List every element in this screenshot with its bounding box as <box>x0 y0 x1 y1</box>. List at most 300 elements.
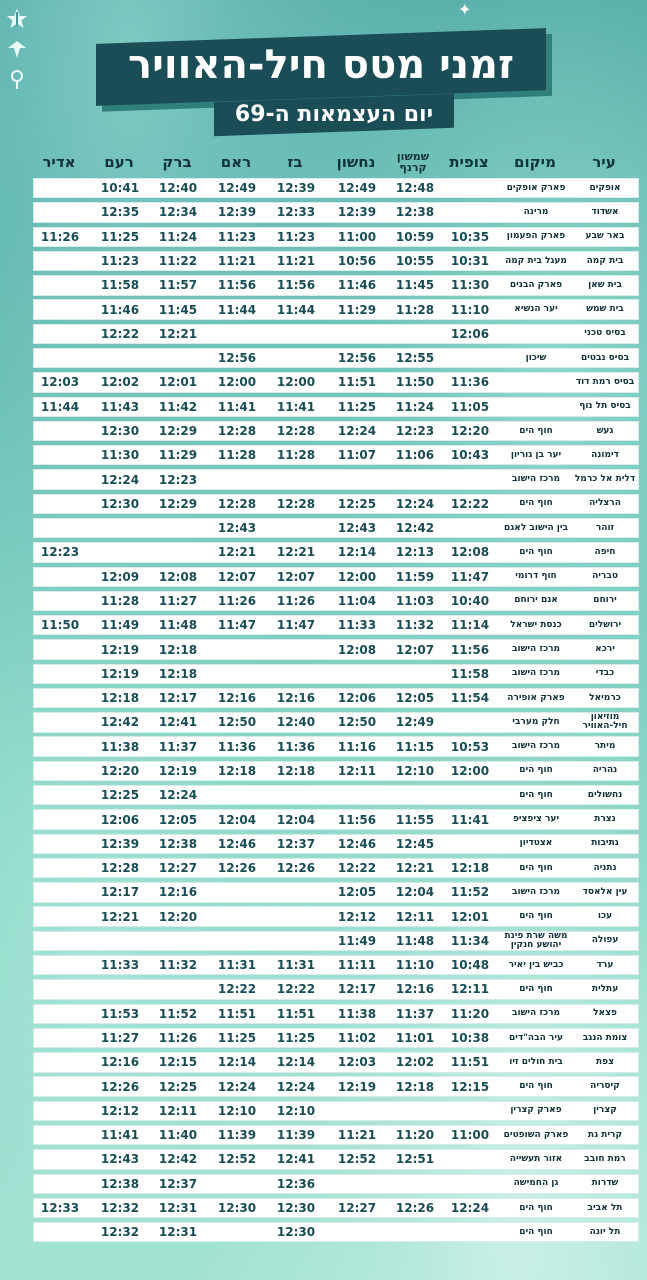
cell-tsufit: 11:51 <box>450 1055 490 1070</box>
cell-tsufit: 10:31 <box>450 254 490 269</box>
cell-baz: 11:56 <box>276 278 316 293</box>
table-row <box>33 445 639 465</box>
cell-nachshon: 12:22 <box>337 861 377 876</box>
cell-shimshon: 11:03 <box>395 593 435 608</box>
cell-city: מוזיאון חיל-האוויר <box>582 712 628 732</box>
cell-tsufit: 11:47 <box>450 569 490 584</box>
cell-baz: 11:51 <box>276 1006 316 1021</box>
header-location: מיקום <box>514 152 556 171</box>
cell-shimshon: 12:07 <box>395 642 435 657</box>
cell-location: חוף הים <box>519 546 553 557</box>
cell-location: פארק קצרין <box>510 1105 562 1116</box>
cell-shimshon: 12:38 <box>395 205 435 220</box>
cell-tsufit: 11:10 <box>450 302 490 317</box>
header-ram: ראם <box>220 153 252 171</box>
cell-location: עיר הבה"דים <box>509 1032 563 1043</box>
cell-raam: 11:49 <box>100 618 140 633</box>
cell-adir <box>34 835 86 853</box>
table-body <box>33 178 639 1242</box>
cell-baz: 12:26 <box>276 861 316 876</box>
cell-barak <box>152 980 204 998</box>
cell-baz: 12:21 <box>276 545 316 560</box>
cell-adir <box>34 1102 86 1120</box>
cell-baz: 12:28 <box>276 496 316 511</box>
table-row <box>33 639 639 659</box>
cell-barak: 12:11 <box>158 1103 198 1118</box>
cell-adir: 11:50 <box>40 618 80 633</box>
cell-baz: 12:39 <box>276 181 316 196</box>
cell-nachshon: 12:12 <box>337 909 377 924</box>
cell-raam: 12:17 <box>100 885 140 900</box>
cell-baz: 12:14 <box>276 1055 316 1070</box>
table-row <box>33 421 639 441</box>
cell-shimshon: 12:05 <box>395 691 435 706</box>
cell-baz: 12:22 <box>276 982 316 997</box>
cell-raam <box>94 519 146 537</box>
cell-location: כנסת ישראל <box>510 619 562 630</box>
cell-location: מרכז הישוב <box>512 668 561 679</box>
cell-raam: 11:33 <box>100 958 140 973</box>
table-row <box>33 858 639 878</box>
cell-adir <box>34 737 86 755</box>
table-row <box>33 882 639 902</box>
cell-shimshon: 12:16 <box>395 982 435 997</box>
cell-baz: 11:28 <box>276 448 316 463</box>
cell-adir <box>34 883 86 901</box>
cell-nachshon: 11:00 <box>337 229 377 244</box>
cell-adir <box>34 349 86 367</box>
cell-raam: 11:58 <box>100 278 140 293</box>
cell-barak: 12:20 <box>158 909 198 924</box>
cell-city: צומת הנגב <box>582 1032 628 1043</box>
cell-raam: 12:39 <box>100 836 140 851</box>
cell-city: בית שמש <box>586 304 624 315</box>
cell-baz <box>270 325 322 343</box>
cell-nachshon: 11:07 <box>337 448 377 463</box>
cell-city: אשדוד <box>591 206 619 217</box>
cell-barak: 12:25 <box>158 1079 198 1094</box>
cell-adir <box>34 713 86 731</box>
cell-location <box>502 398 570 416</box>
cell-ram <box>210 665 264 683</box>
cell-adir <box>34 859 86 877</box>
cell-tsufit <box>442 470 498 488</box>
cell-ram <box>210 883 264 901</box>
cell-baz: 11:36 <box>276 739 316 754</box>
cell-barak: 12:29 <box>158 496 198 511</box>
cell-adir <box>34 1223 86 1241</box>
cell-adir <box>34 1029 86 1047</box>
cell-baz: 12:36 <box>276 1176 316 1191</box>
cell-adir <box>34 592 86 610</box>
cell-barak: 11:48 <box>158 618 198 633</box>
cell-location: מרכז הישוב <box>512 474 561 485</box>
cell-ram: 12:22 <box>217 982 257 997</box>
cell-raam <box>94 932 146 950</box>
cell-barak: 12:34 <box>158 205 198 220</box>
table-row <box>33 251 639 271</box>
cell-tsufit: 10:53 <box>450 739 490 754</box>
cell-shimshon: 12:48 <box>395 181 435 196</box>
cell-city: נחשולים <box>587 789 623 800</box>
cell-shimshon: 11:55 <box>395 812 435 827</box>
cell-tsufit: 12:20 <box>450 424 490 438</box>
cell-baz: 12:24 <box>276 1079 316 1094</box>
table-header <box>33 144 639 178</box>
cell-ram: 12:39 <box>217 205 257 220</box>
cell-adir <box>34 470 86 488</box>
cell-baz: 12:04 <box>276 812 316 827</box>
cell-ram: 12:26 <box>217 861 257 876</box>
cell-location: מרכז הישוב <box>512 741 561 752</box>
cell-baz: 12:28 <box>276 424 316 438</box>
cell-baz: 11:23 <box>276 229 316 244</box>
cell-ram: 11:39 <box>217 1128 257 1143</box>
cell-adir: 12:33 <box>40 1201 80 1215</box>
table-row <box>33 664 639 684</box>
cell-ram: 12:16 <box>217 691 257 706</box>
cell-adir <box>34 1150 86 1168</box>
cell-tsufit <box>442 713 498 731</box>
cell-adir <box>34 932 86 950</box>
cell-shimshon: 12:04 <box>395 885 435 900</box>
table-row <box>33 372 639 392</box>
cell-city: כרמיאל <box>589 692 621 703</box>
cell-location: מרכז הישוב <box>512 886 561 897</box>
cell-barak: 12:31 <box>158 1225 198 1240</box>
cell-nachshon: 12:56 <box>337 351 377 366</box>
cell-raam: 12:06 <box>100 812 140 827</box>
cell-raam <box>94 980 146 998</box>
cell-shimshon: 10:55 <box>395 254 435 269</box>
header-tsufit: צופית <box>449 153 489 171</box>
intelligence-emblem-icon <box>6 68 28 90</box>
cell-location: חוף הים <box>519 911 553 922</box>
cell-tsufit: 12:11 <box>450 982 490 997</box>
cell-shimshon: 11:28 <box>395 302 435 317</box>
cell-nachshon: 12:19 <box>337 1079 377 1094</box>
cell-location: בין הישוב לאגם <box>504 522 569 533</box>
cell-ram: 12:21 <box>217 545 257 560</box>
cell-raam: 12:19 <box>100 642 140 657</box>
cell-city: קיסריה <box>590 1081 620 1092</box>
cell-adir <box>34 325 86 343</box>
cell-shimshon: 12:45 <box>395 836 435 851</box>
cell-barak: 12:40 <box>158 181 198 196</box>
table-row <box>33 299 639 319</box>
header-raam: רעם <box>104 153 134 171</box>
cell-baz: 12:33 <box>276 205 316 220</box>
cell-tsufit <box>442 786 498 804</box>
cell-adir <box>34 568 86 586</box>
cell-raam: 12:12 <box>100 1103 140 1118</box>
cell-tsufit <box>442 835 498 853</box>
cell-ram: 12:30 <box>217 1201 257 1215</box>
table-row <box>33 591 639 611</box>
cell-ram: 11:26 <box>217 593 257 608</box>
cell-barak: 12:18 <box>158 666 198 681</box>
cell-tsufit <box>442 519 498 537</box>
cell-ram: 12:28 <box>217 496 257 511</box>
cell-city: הרצליה <box>589 498 621 509</box>
cell-raam: 12:30 <box>100 424 140 438</box>
header-barak: ברק <box>162 153 192 171</box>
cell-city: געש <box>596 425 614 436</box>
cell-raam: 12:20 <box>100 763 140 778</box>
cell-nachshon: 12:11 <box>337 763 377 778</box>
cell-shimshon: 12:11 <box>395 909 435 924</box>
cell-ram: 11:28 <box>217 448 257 463</box>
cell-tsufit: 12:01 <box>450 909 490 924</box>
cell-shimshon: 11:37 <box>395 1006 435 1021</box>
cell-barak: 12:08 <box>158 569 198 584</box>
cell-nachshon: 12:03 <box>337 1055 377 1070</box>
cell-barak <box>152 543 204 561</box>
cell-shimshon: 12:49 <box>395 715 435 730</box>
cell-baz <box>270 883 322 901</box>
cell-ram: 12:07 <box>217 569 257 584</box>
cell-city: באר שבע <box>585 231 625 242</box>
cell-location: אגם ירוחם <box>514 595 558 606</box>
table-row <box>33 518 639 538</box>
cell-ram <box>210 907 264 925</box>
cell-location: חוף הים <box>519 498 553 509</box>
header-baz: בז <box>287 153 303 171</box>
cell-location: בית חולים זיו <box>509 1056 563 1067</box>
cell-shimshon <box>386 325 444 343</box>
cell-nachshon: 11:51 <box>337 375 377 390</box>
table-row <box>33 1101 639 1121</box>
cell-adir <box>34 1126 86 1144</box>
cell-nachshon <box>328 325 386 343</box>
cell-barak: 12:05 <box>158 812 198 827</box>
table-row <box>33 688 639 708</box>
cell-shimshon <box>386 470 444 488</box>
cell-baz: 12:18 <box>276 763 316 778</box>
cell-nachshon: 12:39 <box>337 205 377 220</box>
cell-location: אצטדיון <box>519 838 553 849</box>
cell-raam: 11:25 <box>100 229 140 244</box>
cell-location: מרכז הישוב <box>512 644 561 655</box>
sparkle-star-icon: ✦ <box>458 0 472 19</box>
cell-location: שיכון <box>525 352 547 363</box>
cell-raam: 11:53 <box>100 1006 140 1021</box>
cell-adir <box>34 252 86 270</box>
cell-nachshon <box>328 1102 386 1120</box>
cell-ram: 11:56 <box>217 278 257 293</box>
logo-column <box>6 8 32 98</box>
cell-city: ירוחם <box>593 595 617 606</box>
cell-ram: 11:44 <box>217 302 257 317</box>
cell-city: עתלית <box>591 983 619 994</box>
cell-baz <box>270 640 322 658</box>
cell-city: עכו <box>597 911 613 922</box>
cell-adir <box>34 495 86 513</box>
cell-raam: 12:38 <box>100 1176 140 1191</box>
cell-baz: 12:41 <box>276 1152 316 1167</box>
cell-nachshon: 11:56 <box>337 812 377 827</box>
cell-baz: 11:44 <box>276 302 316 317</box>
cell-baz <box>270 907 322 925</box>
cell-raam: 12:22 <box>100 326 140 341</box>
table-row <box>33 494 639 514</box>
cell-location: מעגל בית קמה <box>505 255 567 266</box>
cell-adir <box>34 1005 86 1023</box>
cell-nachshon: 12:08 <box>337 642 377 657</box>
cell-tsufit: 12:18 <box>450 861 490 876</box>
cell-location: חוף הים <box>519 425 553 436</box>
cell-tsufit: 11:41 <box>450 812 490 827</box>
cell-city: קצרין <box>593 1105 617 1116</box>
cell-tsufit: 12:00 <box>450 763 490 778</box>
cell-barak <box>152 932 204 950</box>
cell-barak: 12:19 <box>158 763 198 778</box>
cell-nachshon: 11:21 <box>337 1128 377 1143</box>
cell-city: בית שאן <box>588 279 622 290</box>
table-row <box>33 712 639 732</box>
header-city: עיר <box>592 152 616 171</box>
cell-baz: 11:21 <box>276 254 316 269</box>
cell-adir <box>34 907 86 925</box>
cell-raam <box>94 543 146 561</box>
cell-city: חיפה <box>594 546 616 557</box>
header-adir: אדיר <box>42 153 76 171</box>
cell-tsufit: 12:06 <box>450 326 490 341</box>
cell-location <box>502 373 570 391</box>
cell-raam <box>94 349 146 367</box>
cell-barak: 11:52 <box>158 1006 198 1021</box>
cell-barak: 11:22 <box>158 254 198 269</box>
cell-barak: 12:41 <box>158 715 198 730</box>
cell-city: אופקים <box>589 182 621 193</box>
cell-baz: 11:41 <box>276 399 316 414</box>
cell-ram: 11:41 <box>217 399 257 414</box>
cell-ram: 12:56 <box>217 351 257 366</box>
cell-tsufit <box>442 203 498 221</box>
cell-location: משה שרת פינת יהושע חנקין <box>504 930 568 950</box>
schedule-table <box>33 144 639 1246</box>
cell-raam: 12:16 <box>100 1055 140 1070</box>
cell-adir <box>34 665 86 683</box>
cell-city: מיתר <box>594 741 616 752</box>
cell-nachshon <box>328 786 386 804</box>
cell-shimshon <box>386 665 444 683</box>
title-banner <box>96 36 546 100</box>
cell-nachshon: 11:29 <box>337 302 377 317</box>
cell-nachshon: 12:27 <box>337 1201 377 1215</box>
cell-adir <box>34 1053 86 1071</box>
cell-nachshon <box>328 665 386 683</box>
cell-raam: 12:32 <box>100 1225 140 1240</box>
cell-location: חוף דרומי <box>515 571 557 582</box>
cell-shimshon: 12:02 <box>395 1055 435 1070</box>
cell-location: פארק הפעמון <box>506 231 566 242</box>
cell-ram <box>210 325 264 343</box>
cell-city: נתיבות <box>591 838 619 849</box>
cell-raam: 11:43 <box>100 399 140 414</box>
cell-adir <box>34 810 86 828</box>
cell-location: יער ציפציפ <box>512 814 560 824</box>
cell-nachshon: 11:49 <box>337 933 377 948</box>
cell-tsufit: 11:58 <box>450 666 490 681</box>
table-row <box>33 615 639 635</box>
cell-tsufit: 12:15 <box>450 1079 490 1094</box>
cell-raam: 11:28 <box>100 593 140 608</box>
table-row <box>33 809 639 829</box>
cell-raam: 12:02 <box>100 375 140 390</box>
table-row <box>33 542 639 562</box>
cell-tsufit: 11:36 <box>450 375 490 390</box>
cell-shimshon: 11:24 <box>395 399 435 414</box>
cell-city: נהריה <box>592 765 618 776</box>
table-row <box>33 1004 639 1024</box>
table-row <box>33 348 639 368</box>
cell-ram: 11:23 <box>217 229 257 244</box>
cell-city: עין אלאסד <box>582 886 628 897</box>
cell-ram <box>210 640 264 658</box>
cell-shimshon: 11:10 <box>395 958 435 973</box>
cell-nachshon: 12:52 <box>337 1152 377 1167</box>
cell-raam: 12:28 <box>100 861 140 876</box>
cell-barak: 12:23 <box>158 472 198 487</box>
cell-raam: 12:35 <box>100 205 140 220</box>
cell-barak: 12:01 <box>158 375 198 390</box>
cell-barak: 11:37 <box>158 739 198 754</box>
page-title: זמני מטס חיל-האוויר <box>128 42 514 88</box>
table-row <box>33 906 639 926</box>
cell-barak: 12:42 <box>158 1152 198 1167</box>
cell-raam: 12:42 <box>100 715 140 730</box>
cell-baz: 11:31 <box>276 958 316 973</box>
cell-adir <box>34 640 86 658</box>
table-row <box>33 1076 639 1096</box>
table-row <box>33 227 639 247</box>
table-row <box>33 785 639 805</box>
cell-shimshon <box>386 1223 444 1241</box>
cell-raam: 11:30 <box>100 448 140 463</box>
cell-city: בסיס נבטים <box>580 352 630 363</box>
cell-ram: 12:00 <box>217 375 257 390</box>
header-shimshon: שמשון קרנף <box>396 150 430 174</box>
cell-adir: 12:23 <box>40 545 80 560</box>
table-row <box>33 1149 639 1169</box>
cell-baz: 12:10 <box>276 1103 316 1118</box>
cell-tsufit: 10:43 <box>450 448 490 463</box>
cell-adir <box>34 422 86 440</box>
cell-nachshon: 12:49 <box>337 181 377 196</box>
cell-shimshon: 12:24 <box>395 496 435 511</box>
cell-adir: 12:03 <box>40 375 80 390</box>
cell-location <box>502 325 570 343</box>
cell-barak: 12:37 <box>158 1176 198 1191</box>
table-row <box>33 469 639 489</box>
cell-location: מרינה <box>523 206 549 217</box>
cell-raam: 11:23 <box>100 254 140 269</box>
cell-location: חלק מערבי <box>512 716 560 727</box>
cell-ram: 12:10 <box>217 1103 257 1118</box>
table-row <box>33 1174 639 1194</box>
cell-location: פארק הבנים <box>509 279 563 290</box>
cell-baz: 11:39 <box>276 1128 316 1143</box>
cell-shimshon: 11:50 <box>395 375 435 390</box>
cell-tsufit: 11:30 <box>450 278 490 293</box>
cell-city: רמת חובב <box>584 1153 626 1164</box>
cell-nachshon: 11:02 <box>337 1031 377 1046</box>
air-force-emblem-icon <box>6 38 28 60</box>
page-subtitle: יום העצמאות ה-69 <box>234 102 434 127</box>
cell-nachshon: 12:46 <box>337 836 377 851</box>
cell-location: יער הנשיא <box>514 304 558 315</box>
